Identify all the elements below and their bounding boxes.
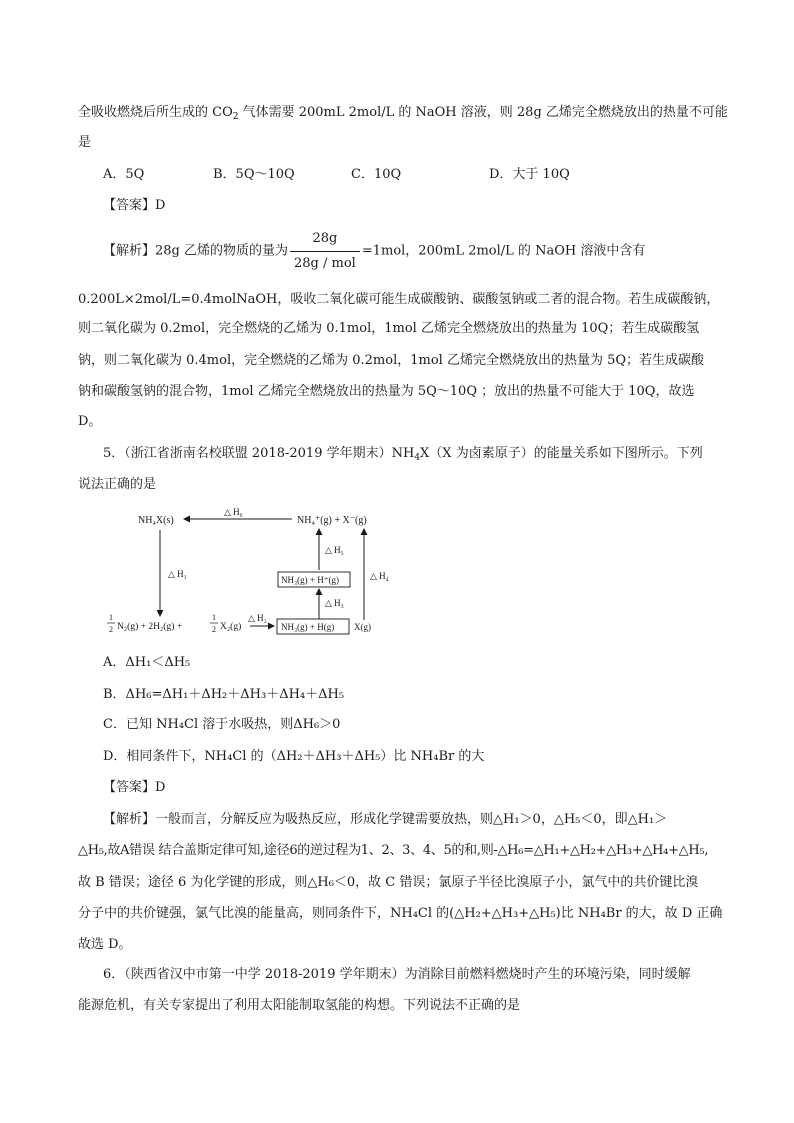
q4-option-c: C．10Q (351, 167, 402, 182)
q6-stem-line1: 6．（陕西省汉中市第一中学 2018-2019 学年期末）为消除目前燃料燃烧时产生的环境污染，同时缓解 (103, 967, 691, 982)
q5-answer: 【答案】D (103, 780, 166, 795)
x-gas: X(g) (354, 622, 371, 632)
q4-analysis-line1: 【解析】28g 乙烯的物质的量为 $\frac{28g}{\text{28g / mol}}$ =1mol，200mL 2mol/L 的 NaOH 溶液中含有 (103, 228, 645, 275)
q4-stem-line1: 全吸收燃烧后所生成的 $CO_2$ 气体需要 200mL 2mol/L 的 NaOH 溶液，则 28g 乙烯完全燃烧放出的热量不可能 (78, 105, 728, 122)
q5-analysis-line3: 故 B 错误；途径 6 为化学键的形成，则△H₆＜0，故 C 错误；氯原子半径比溴原子小，氯气中的共价键比溴 (78, 875, 699, 890)
nh4-plus-x-minus: NH₄⁺(g) + X⁻(g) (297, 515, 367, 526)
label-dh5: △ H₅ (325, 545, 344, 555)
q5-option-a: A．ΔH₁＜ΔH₅ (103, 655, 191, 670)
half-x2-den: 2 (212, 625, 216, 634)
q4-analysis-line4: 钠，则二氧化碳为 0.4mol，完全燃烧的乙烯为 0.2mol，1mol 乙烯完全燃烧放出的热量为 5Q；若生成碳酸 (78, 353, 705, 368)
x2-gas: X₂(g) (220, 622, 242, 632)
q5-stem-line2: 说法正确的是 (78, 477, 157, 492)
label-dh1: △ H₁ (168, 569, 187, 579)
q4-analysis-line3: 则二氧化碳为 0.2mol，完全燃烧的乙烯为 0.1mol，1mol 乙烯完全燃烧放出的热量为 10Q；若生成碳酸氢 (78, 321, 700, 336)
q5-stem-line1: 5．（浙江省浙南名校联盟 2018-2019 学年期末）$NH_4X(X$ 为卤素原子）的能量关系如下图所示。下列 (103, 446, 703, 463)
energy-cycle-diagram (100, 500, 400, 645)
half-x2-num: 1 (212, 613, 216, 622)
q4-stem-line2: 是 (78, 135, 92, 150)
molar-fraction: $\frac{28g}{\text{28g / mol}}$ (290, 228, 360, 275)
q5-analysis-line1: 【解析】一般而言，分解反应为吸热反应，形成化学键需要放热，则△H₁＞0，△H₅＜0，即△H₁＞ (103, 812, 668, 827)
q4-answer: 【答案】D (103, 198, 166, 213)
reactants: N₂(g) + 2H₂(g) + (117, 622, 183, 632)
q5-option-b: B．ΔH₆=ΔH₁＋ΔH₂＋ΔH₃＋ΔH₄＋ΔH₅ (103, 687, 345, 702)
q4-option-d: D．大于 10Q (489, 167, 570, 182)
q4-analysis-line5: 钠和碳酸氢钠的混合物，1mol 乙烯完全燃烧放出的热量为 5Q～10Q ；放出的热量不可能大于 10Q，故选 (78, 384, 695, 399)
q4-option-a: A．5Q (103, 167, 145, 182)
q5-analysis-line2: △H₅,故A错误 结合盖斯定律可知,途径6的逆过程为1、2、3、4、5的和,则-△H₆=△H₁+△H₂+△H₃+△H₄+△H₅, (78, 843, 709, 858)
q5-option-c: C．已知 NH₄Cl 溶于水吸热，则ΔH₆＞0 (103, 717, 341, 732)
half-n2-num: 1 (109, 613, 113, 622)
nh3-hplus: NH₃(g) + H⁺(g) (281, 575, 339, 585)
q4-analysis-line6: D。 (78, 414, 102, 429)
half-n2-den: 2 (109, 625, 113, 634)
q4-analysis-line2: 0.200L×2mol/L=0.4molNaOH，吸收二氧化碳可能生成碳酸钠、碳酸氢钠或二者的混合物。若生成碳酸钠， (78, 292, 720, 307)
nh4x-solid: NH₄X(s) (138, 515, 174, 526)
q5-analysis-line5: 故选 D。 (78, 937, 132, 952)
q5-analysis-line4: 分子中的共价键强，氯气比溴的能量高，则同条件下，NH₄Cl 的(△H₂+△H₃+△H₅)比 NH₄Br 的大，故 D 正确 (78, 906, 723, 921)
q4-option-b: B．5Q～10Q (213, 167, 295, 182)
nh3-h: NH₃(g) + H(g) (281, 622, 335, 632)
q6-stem-line2: 能源危机，有关专家提出了利用太阳能制取氢能的构想。下列说法不正确的是 (78, 998, 521, 1013)
q5-option-d: D．相同条件下，NH₄Cl 的（ΔH₂＋ΔH₃＋ΔH₅）比 NH₄Br 的大 (103, 749, 485, 764)
label-dh3: △ H₃ (325, 598, 344, 608)
label-dh6: △ H₆ (224, 507, 243, 517)
label-dh2: △ H₂ (248, 613, 267, 623)
label-dh4: △ H₄ (370, 571, 389, 581)
